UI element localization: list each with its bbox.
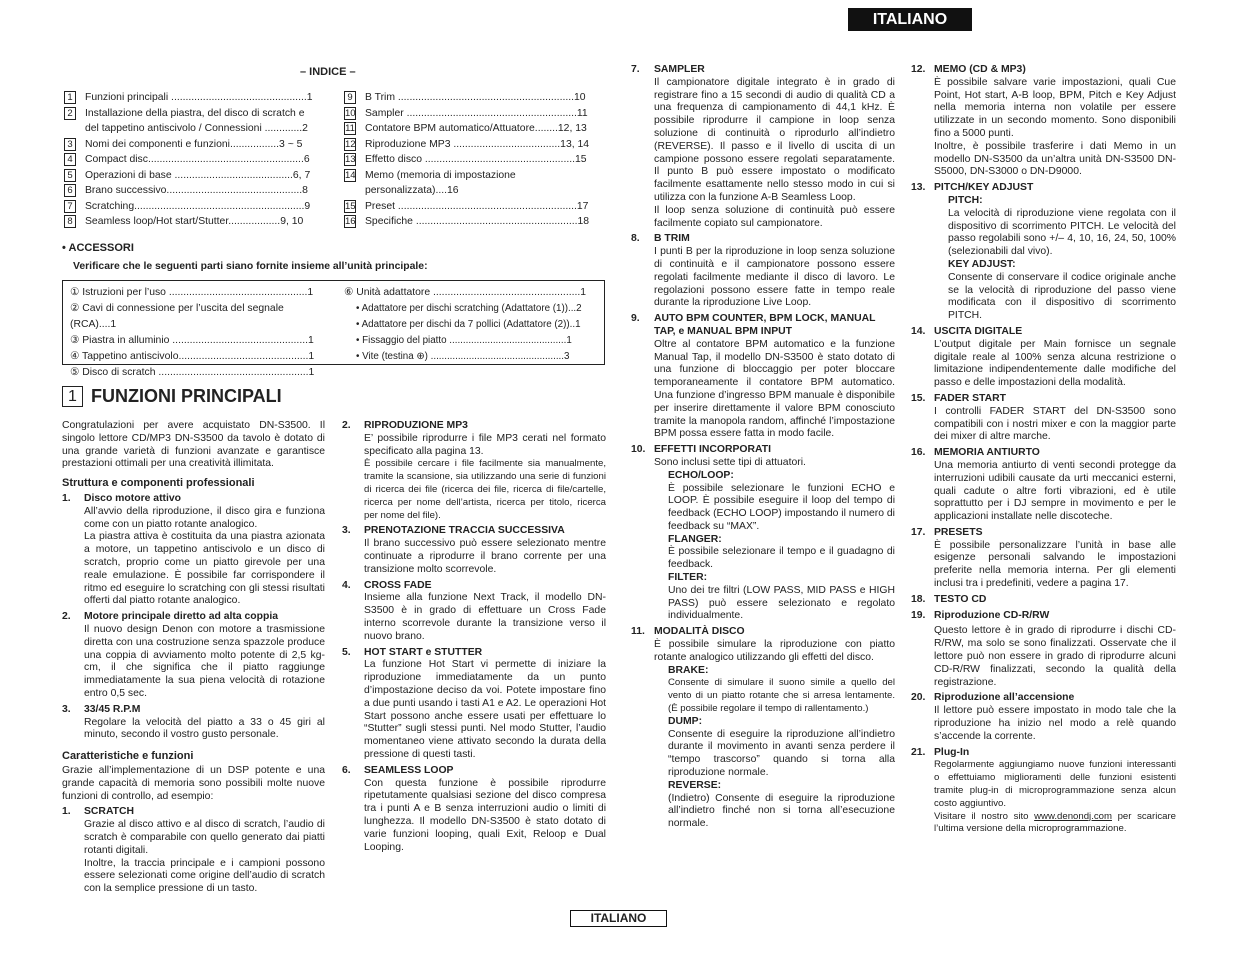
index-entry-text: Compact disc......................................................6 bbox=[85, 154, 310, 165]
index-left-column bbox=[64, 90, 326, 230]
next-track-heading: 3. PRENOTAZIONE TRACCIA SUCCESSIVA bbox=[342, 525, 565, 537]
index-entry bbox=[344, 168, 606, 199]
item-2-body: Il nuovo design Denon con motore a trasmissione diretta con una costruzione senza spazzole produce una coppia di avviamento molto potente di 2,5 kg-cm, il che significa che il piatto raggiunge immediatamente la sua piena velocità di rotazione entro 0,5 sec. bbox=[84, 623, 325, 699]
column-4 bbox=[911, 64, 1176, 836]
index-entry bbox=[344, 121, 606, 137]
index-entry-text: Scratching...........................................................9 bbox=[85, 200, 311, 212]
key-adjust-title: KEY ADJUST: bbox=[948, 258, 1016, 270]
item-3-heading: 3. 33/45 R.P.M bbox=[62, 703, 141, 715]
pitch-body: La velocità di riproduzione viene regolata con il dispositivo di scorrimento PITCH. Le velocità del passo regolabili sono +/– 4, 10, 16, 24, 50, 100% (selezionabili dal vivo). bbox=[948, 207, 1176, 258]
fader-start-heading: 15. FADER START bbox=[911, 392, 1006, 404]
effects-body: Sono inclusi sette tipi di attuatori. bbox=[654, 456, 806, 468]
accessories-box bbox=[62, 280, 605, 378]
sampler-heading: 7. SAMPLER bbox=[631, 64, 705, 75]
accessory-item: ② Cavi di connessione per l’uscita del segnale (RCA)....1 bbox=[70, 303, 284, 330]
brake-title: BRAKE: bbox=[668, 664, 709, 676]
cdr-body: Questo lettore è in grado di riprodurre i dischi CD-R/RW, ma solo se sono finalizzati. Osservate che il lettore può non essere in grado di riprodurre alcuni CD-R/RW finalizzati, secondo la qualità della registrazione. bbox=[934, 625, 1176, 688]
section-title: FUNZIONI PRINCIPALI bbox=[91, 385, 282, 406]
accessory-item: ① Istruzioni per l’uso ................................................1 bbox=[70, 287, 314, 298]
seamless-loop-body: Con questa funzione è possibile riprodurre ripetutamente qualsiasi sezione del disco compresa tra i punti A e B senza interruzioni audio o limiti di lunghezza. Il modello DN-S3500 è stato dotato di varie funzioni looping, quali Exit, Reloop e Dual Looping. bbox=[364, 777, 606, 853]
index-entry bbox=[64, 137, 326, 153]
index-entry-number: 2 bbox=[64, 107, 76, 120]
flanger-body: È possibile selezionare il tempo e il guadagno di feedback. bbox=[668, 546, 895, 571]
index-entry bbox=[344, 152, 606, 168]
anti-shock-heading: 16. MEMORIA ANTIURTO bbox=[911, 447, 1040, 459]
accessories-left bbox=[70, 285, 322, 381]
disc-mode-body: È possibile simulare la riproduzione con piatto rotante analogico utilizzando gli effetti del disco. bbox=[654, 639, 895, 663]
index-entry-text: Preset ..............................................................17 bbox=[365, 200, 589, 212]
reverse-body: (Indietro) Consente di eseguire la riproduzione all’indietro finché non si torna all’esecuzione normale. bbox=[668, 792, 895, 830]
pitch-title: PITCH: bbox=[948, 194, 983, 206]
intro-paragraph: Congratulazioni per avere acquistato DN-S3500. Il singolo lettore CD/MP3 DN-S3500 da tavolo è dotato di una grande varietà di funzioni avanzate e garantisce prestazioni ottimali per una creatività illimitata. bbox=[62, 420, 325, 470]
presets-body: È possibile personalizzare l’unità in base alle esigenze personali salvando le impostazioni preferite nella memoria interna. Per gli elementi inclusi tra i predefiniti, vedere a pagina 17. bbox=[934, 539, 1176, 590]
index-entry-text: Brano successivo...............................................8 bbox=[85, 185, 308, 196]
column-1 bbox=[62, 420, 325, 896]
mp3-body: E’ possibile riprodurre i file MP3 cerati nel formato specificato alla pagina 13. bbox=[364, 432, 606, 457]
column-3 bbox=[631, 64, 895, 831]
filter-title: FILTER: bbox=[668, 572, 708, 584]
index-entry-number: 4 bbox=[64, 153, 76, 166]
cross-fade-body: Insieme alla funzione Next Track, il modello DN-S3500 è in grado di effettuare un Cross Fade interno scorrevole durante la transizione verso il nuovo brano. bbox=[364, 592, 606, 642]
power-on-body: Il lettore può essere impostato in modo tale che la riproduzione ha inizio nel modo a relè quando s’accende la corrente. bbox=[934, 705, 1176, 742]
accessory-item: • Adattatore per dischi scratching (Adattatore (1))...2 bbox=[356, 303, 582, 314]
echo-loop-title: ECHO/LOOP: bbox=[668, 469, 734, 481]
dump-title: DUMP: bbox=[668, 715, 703, 727]
hot-start-heading: 5. HOT START e STUTTER bbox=[342, 646, 483, 658]
index-entry-number: 8 bbox=[64, 215, 76, 228]
accessories-subtitle: Verificare che le seguenti parti siano fornite insieme all’unità principale: bbox=[73, 261, 428, 272]
dump-body: Consente di eseguire la riproduzione all’indietro durante il movimento in avanti senza perdere il “tempo trascorso” quando si torna alla riproduzione normale. bbox=[668, 728, 895, 779]
index-entry-text: Sampler ...........................................................11 bbox=[365, 107, 588, 119]
index-entry-number: 13 bbox=[345, 154, 356, 165]
features-intro: Grazie all’implementazione di un DSP potente e una grande capacità di memoria sono possibili molte nuove funzioni di controllo, ad esempio: bbox=[62, 764, 325, 802]
index-entry-number: 7 bbox=[64, 200, 76, 213]
index-entry bbox=[64, 214, 326, 230]
index-entry-text: Riproduzione MP3 .....................................13, 14 bbox=[365, 138, 590, 150]
index-entry-text: del tappetino antiscivolo / Connessioni .............2 bbox=[85, 123, 308, 134]
language-tab-footer: ITALIANO bbox=[570, 910, 667, 927]
mp3-heading: 2. RIPRODUZIONE MP3 bbox=[342, 420, 468, 431]
item-1-body-2: La piastra attiva è costituita da una piastra azionata a motore, un tappetino antiscivolo e un disco di scratch, proprio come un piatto girevole per una reale emulazione. È possibile far corrispondere il ritmo ed eseguire lo scratching con gli stessi risultati offerti dal piatto rotante analogico. bbox=[84, 531, 325, 607]
index-entry-number: 6 bbox=[64, 184, 76, 197]
index-entry-text: Memo (memoria di impostazione personalizzata)....16 bbox=[365, 169, 516, 196]
index-entry-text: Operazioni di base .........................................6, 7 bbox=[85, 169, 311, 181]
index-entry bbox=[344, 199, 606, 215]
section-number: 1 bbox=[62, 386, 83, 407]
accessory-item: ③ Piastra in alluminio ...............................................1 bbox=[70, 335, 314, 346]
power-on-heading: 20. Riproduzione all’accensione bbox=[911, 692, 1075, 704]
accessory-item: ⑤ Disco di scratch ....................................................1 bbox=[70, 367, 315, 378]
item-3-body: Regolare la velocità del piatto a 33 o 45 giri al minuto, secondo il vostro gusto personale. bbox=[84, 716, 325, 741]
index-entry-text: Contatore BPM automatico/Attuatore........12, 13 bbox=[365, 123, 587, 134]
accessories-title: • ACCESSORI bbox=[62, 242, 134, 254]
anti-shock-body: Una memoria antiurto di venti secondi protegge da interruzioni udibili causate da urti meccanici esterni, quali cadute o altre forti vibrazioni, ed è utile soprattutto per i DJ sempre in movimento e per le applicazioni installate nelle discoteche. bbox=[934, 459, 1176, 523]
index-entry bbox=[64, 152, 326, 168]
column-2 bbox=[342, 420, 606, 854]
index-entry bbox=[64, 106, 326, 122]
item-1-body: All’avvio della riproduzione, il disco gira e funziona come con un piatto rotante analogico. bbox=[84, 505, 325, 530]
accessory-item: ④ Tappetino antiscivolo.............................................1 bbox=[70, 351, 315, 362]
echo-loop-body: È possibile selezionare le funzioni ECHO e LOOP. È possibile eseguire il loop del tempo di feedback (ECHO LOOP) impostando il numero di feedback su “MAX”. bbox=[668, 482, 895, 532]
item-1-heading: 1. Disco motore attivo bbox=[62, 492, 181, 504]
index-entry-text: Specifiche ........................................................18 bbox=[365, 216, 590, 227]
subheading-features: Caratteristiche e funzioni bbox=[62, 750, 194, 763]
index-title: – INDICE – bbox=[300, 66, 356, 78]
mp3-body-2: È possibile cercare i file facilmente sia manualmente, tramite la scansione, sia utilizzando una serie di funzioni di ricerca dei file (ricerca dei file, ricerca di file/cartelle, ricerca per nome dell’artista, ricerca per titolo, ricerca per nome del file). bbox=[364, 458, 606, 521]
memo-heading: 12. MEMO (CD & MP3) bbox=[911, 64, 1026, 75]
index-entry-text: B Trim .............................................................10 bbox=[365, 92, 586, 103]
pitch-key-heading: 13. PITCH/KEY ADJUST bbox=[911, 182, 1034, 194]
scratch-body: Grazie al disco attivo e al disco di scratch, l’audio di scratch è comparabile con quello generato dai piatti rotanti digitali. bbox=[84, 819, 325, 856]
index-entry-number: 11 bbox=[345, 123, 355, 134]
flanger-title: FLANGER: bbox=[668, 533, 722, 545]
accessory-item: • Adattatore per dischi da 7 pollici (Adattatore (2))..1 bbox=[356, 319, 581, 330]
plugin-body-2: Visitare il nostro sito www.denondj.com per scaricare l’ultima versione della microprogrammazione. bbox=[934, 810, 1176, 835]
index-entry-number: 14 bbox=[345, 169, 356, 181]
section-heading bbox=[62, 386, 282, 407]
hot-start-body: La funzione Hot Start vi permette di iniziare la riproduzione immediatamente da un punto d’impostazione deciso da voi. Potete impostare fino a due punti usando i tasti A1 e A2. Le operazioni Hot Start possono anche essere usati per effettuare lo “Stutter” sugli stessi punti. Nel modo Stutter, l’audio momentaneo viene attivato secondo la durata della pressione di questi tasti. bbox=[364, 659, 606, 760]
effects-heading: 10. EFFETTI INCORPORATI bbox=[631, 444, 771, 456]
index-entry-number: 15 bbox=[345, 200, 356, 212]
reverse-title: REVERSE: bbox=[668, 779, 722, 791]
accessory-item: • Fissaggio del piatto ...........................................1 bbox=[356, 335, 572, 346]
fader-start-body: I controlli FADER START del DN-S3500 sono compatibili con i nostri mixer e con la maggior parte dei mixer di altre marche. bbox=[934, 405, 1176, 443]
index-entry-text: Effetto disco ....................................................15 bbox=[365, 154, 587, 165]
index-entry bbox=[344, 90, 606, 106]
index-entry bbox=[64, 199, 326, 215]
index-entry-number: 9 bbox=[344, 91, 356, 104]
b-trim-heading: 8. B TRIM bbox=[631, 233, 690, 245]
bpm-heading: 9. AUTO BPM COUNTER, BPM LOCK, MANUAL TAP, e MANUAL BPM INPUT bbox=[631, 313, 876, 337]
digital-out-heading: 14. USCITA DIGITALE bbox=[911, 325, 1023, 337]
index-entry bbox=[344, 106, 606, 122]
digital-out-body: L’output digitale per Main fornisce un segnale digitale reale al 100% senza alcuna restrizione o limitazione indipendentemente dalle modifiche del passo e delle impostazioni della modalità. bbox=[934, 338, 1176, 389]
index-entry-number: 16 bbox=[345, 216, 356, 227]
index-entry-number: 1 bbox=[64, 91, 76, 104]
index-entry-text: Seamless loop/Hot start/Stutter..................9, 10 bbox=[85, 216, 304, 227]
index-entry bbox=[64, 183, 326, 199]
index-entry bbox=[344, 214, 606, 230]
denondj-link[interactable]: www.denondj.com bbox=[1034, 810, 1112, 822]
memo-body-2: Inoltre, è possibile trasferire i dati Memo in un modello DN-S3500 da un’altra unità DN-S3500 DN- S5000, DN-S3000 o DN-D9000. bbox=[934, 140, 1176, 178]
sampler-body: Il campionatore digitale integrato è in grado di registrare fino a 15 secondi di audio di qualità CD a una frequenza di campionamento di 44,1 kHz. È possibile riprodurre il campione in loop senza soluzione di continuità o riprodurlo all’indietro (REVERSE). Il passo e il livello di uscita di un campione possono essere regolati separatamente. Il punto B può essere impostato o modificato facilmente esattamente nello stesso modo in cui si utilizza con la funzione A-B Seamless Loop. bbox=[654, 76, 895, 203]
plugin-body: Regolarmente aggiungiamo nuove funzioni interessanti o effettuiamo miglioramenti delle funzioni esistenti tramite plug-in di microprogrammazione senza alcun costo aggiuntivo. bbox=[934, 759, 1176, 809]
disc-mode-heading: 11. MODALITÀ DISCO bbox=[631, 626, 745, 638]
index-entry-number: 10 bbox=[345, 107, 356, 119]
index-entry-text: Nomi dei componenti e funzioni.................3 ~ 5 bbox=[85, 138, 303, 150]
memo-body: È possibile salvare varie impostazioni, quali Cue Point, Hot start, A-B loop, BPM, Pitch e Key Adjust nella memoria interna non volatile per essere utilizzate in un secondo momento. Sono disponibili fino a 5000 punti. bbox=[934, 76, 1176, 139]
presets-heading: 17. PRESETS bbox=[911, 526, 983, 538]
index-right-column bbox=[344, 90, 606, 230]
index-entry-number: 3 bbox=[64, 138, 76, 151]
subheading-structure: Struttura e componenti professionali bbox=[62, 477, 255, 490]
index-entry-text: Installazione della piastra, del disco di scratch e bbox=[85, 107, 305, 119]
accessory-item: • Vite (testina ⊕) .................................................3 bbox=[356, 351, 570, 362]
index-entry bbox=[64, 121, 326, 137]
language-tab-header: ITALIANO bbox=[848, 8, 972, 31]
scratch-heading: 1. SCRATCH bbox=[62, 806, 135, 818]
filter-body: Uno dei tre filtri (LOW PASS, MID PASS e HIGH PASS) può essere selezionato e regolato individualmente. bbox=[668, 584, 895, 622]
index-entry bbox=[344, 137, 606, 153]
accessories-right bbox=[344, 285, 599, 365]
sampler-body-2: Il loop senza soluzione di continuità può essere facilmente copiato sul campionatore. bbox=[654, 204, 895, 229]
b-trim-body: I punti B per la riproduzione in loop senza soluzione di continuità e il campionatore possono essere regolati facilmente mediante il disco di lavoro. Le regolazioni possono essere fatte in tempo reale durante la riproduzione Live Loop. bbox=[654, 246, 895, 309]
cdr-heading: 19. Riproduzione CD-R/RW bbox=[911, 609, 1050, 621]
index-entry-number bbox=[64, 122, 76, 135]
index-entry bbox=[64, 90, 326, 106]
bpm-body: Oltre al contatore BPM automatico e la funzione Manual Tap, il modello DN-S3500 è stato dotato di una funzione di bloccaggio per poter bloccare temporaneamente il contatore BPM automatico. Una funzione d’ingresso BPM manuale è disponibile per inserire direttamente il valore BPM conosciuto tramite la manopola random, affinché l’impostazione BPM possa essere fatta in modo facile. bbox=[654, 338, 895, 440]
item-2-heading: 2. Motore principale diretto ad alta coppia bbox=[62, 611, 278, 623]
brake-body: Consente di simulare il suono simile a quello del vento di un piatto rotante che si arresa lentamente. (È possibile regolare il tempo di rallentamento.) bbox=[668, 677, 895, 715]
cd-text-heading: 18. TESTO CD bbox=[911, 593, 987, 605]
plugin-heading: 21. Plug-In bbox=[911, 746, 970, 758]
next-track-body: Il brano successivo può essere selezionato mentre continuate a riprodurre il brano corrente per una transizione molto scorrevole. bbox=[364, 538, 606, 575]
key-adjust-body: Consente di conservare il codice originale anche se la velocità di riproduzione del passo viene modificata con il dispositivo di scorrimento PITCH. bbox=[948, 271, 1176, 322]
seamless-loop-heading: 6. SEAMLESS LOOP bbox=[342, 764, 454, 776]
cross-fade-heading: 4. CROSS FADE bbox=[342, 579, 432, 591]
index-entry-number: 5 bbox=[64, 169, 76, 182]
index-entry-number: 12 bbox=[345, 138, 356, 150]
accessory-item: ⑥ Unità adattatore ...................................................1 bbox=[344, 287, 587, 298]
index-entry-text: Funzioni principali ...............................................1 bbox=[85, 92, 313, 103]
scratch-body-2: Inoltre, la traccia principale e i campioni possono essere selezionati come origine dell’audio di scratch con la semplice pressione di un tasto. bbox=[84, 857, 325, 895]
index-entry bbox=[64, 168, 326, 184]
